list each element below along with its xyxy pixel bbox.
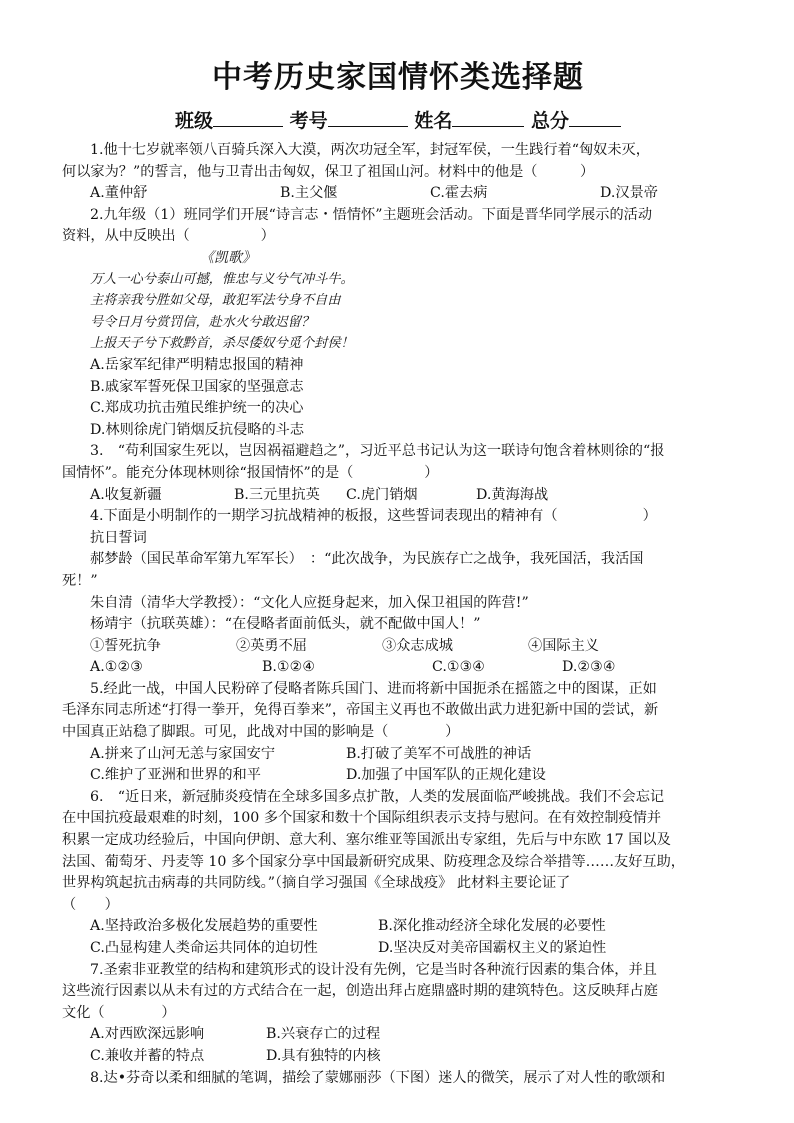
poem-line: 号令日月兮赏罚信，赴水火兮敢迟留？ bbox=[90, 314, 315, 330]
poem-line: 万人一心兮泰山可撼，惟忠与义兮气冲斗牛。 bbox=[90, 271, 354, 287]
option-row bbox=[62, 744, 734, 766]
class-blank[interactable] bbox=[213, 106, 283, 127]
question-7 bbox=[62, 960, 734, 1068]
question-text: 资料，从中反映出（ ） bbox=[62, 228, 275, 245]
student-info-line bbox=[62, 106, 734, 136]
option-d[interactable]: D.加强了中国军队的正规化建设 bbox=[346, 767, 546, 784]
option-d[interactable]: D.黄海海战 bbox=[476, 486, 549, 503]
option-row bbox=[62, 1046, 734, 1068]
poem-line: 主将亲我兮胜如父母，敢犯军法兮身不自由 bbox=[90, 293, 341, 309]
question-text: 中国真正站稳了脚跟。可见，此战对中国的影响是（ ） bbox=[62, 724, 460, 741]
option-a[interactable]: A.①②③ bbox=[90, 659, 143, 676]
option-a[interactable]: A.拼来了山河无恙与家国安宁 bbox=[90, 745, 276, 762]
option-d[interactable]: D.汉景帝 bbox=[600, 185, 658, 202]
option-b[interactable]: B.戚家军誓死保卫国家的坚强意志 bbox=[90, 378, 304, 395]
option-d[interactable]: D.②③④ bbox=[562, 659, 616, 676]
option-c[interactable]: C.兼收并蓄的特点 bbox=[90, 1047, 205, 1064]
option-b[interactable]: B.兴衰存亡的过程 bbox=[266, 1026, 381, 1043]
option-row bbox=[62, 1024, 734, 1046]
option-b[interactable]: B.①②④ bbox=[262, 659, 316, 676]
page-title: 中考历史家国情怀类选择题 bbox=[212, 60, 584, 95]
name-label: 姓名 bbox=[414, 110, 453, 132]
oath-text: 死！” bbox=[62, 572, 98, 589]
question-text: 法国、葡萄牙、丹麦等 10 多个国家分享中国最新研究成果、防疫理念及综合举措等……友好互助， bbox=[62, 853, 685, 870]
poem-line: 上报天子兮下救黔首，杀尽倭奴兮觅个封侯！ bbox=[90, 336, 354, 352]
option-c[interactable]: C.凸显构建人类命运共同体的迫切性 bbox=[90, 940, 318, 956]
question-text: 6. “近日来，新冠肺炎疫情在全球多国多点扩散，人类的发展面临严峻挑战。我们不会忘记 bbox=[90, 788, 665, 805]
item-row bbox=[62, 636, 734, 658]
question-text: 何以家为？”的誓言，他与卫青出击匈奴，保卫了祖国山河。材料中的他是（ ） bbox=[62, 163, 595, 180]
option-a[interactable]: A.董仲舒 bbox=[90, 185, 148, 202]
question-text: 文化（ ） bbox=[62, 1004, 176, 1021]
option-d[interactable]: D.林则徐虎门销烟反抗侵略的斗志 bbox=[90, 421, 305, 438]
question-text: 1.他十七岁就率领八百骑兵深入大漠，两次功冠全军，封冠军侯，一生践行着“匈奴未灭， bbox=[90, 142, 650, 158]
option-d[interactable]: D.具有独特的内核 bbox=[266, 1047, 381, 1064]
question-text: 在中国抗疫最艰难的时刻，100 多个国家和数十个国际组织表示支持与慰问。在有效控制疫情并 bbox=[62, 810, 662, 827]
question-text: 积累一定成功经验后，中国向伊朗、意大利、塞尔维亚等国派出专家组，先后与中东欧 17 国以及 bbox=[62, 832, 671, 849]
option-row bbox=[62, 916, 734, 938]
class-label: 班级 bbox=[175, 110, 214, 132]
question-8 bbox=[62, 1068, 734, 1090]
option-row bbox=[62, 657, 734, 679]
option-a[interactable]: A.岳家军纪律严明精忠报国的精神 bbox=[90, 356, 304, 373]
option-c[interactable]: C.郑成功抗击殖民维护统一的决心 bbox=[90, 400, 304, 417]
question-text: 2.九年级（1）班同学们开展“诗言志・悟情怀”主题班会活动。下面是晋华同学展示的活动 bbox=[90, 206, 653, 223]
oath-text: 郝梦龄（国民革命军第九军军长） ：“此次战争，为民族存亡之战争，我死国活，我活国 bbox=[90, 551, 644, 568]
exam-no-blank[interactable] bbox=[328, 106, 408, 127]
option-c[interactable]: C.霍去病 bbox=[430, 185, 488, 202]
option-b[interactable]: B.主父偃 bbox=[280, 185, 338, 202]
name-blank[interactable] bbox=[452, 106, 524, 127]
option-row bbox=[62, 765, 734, 787]
option-a[interactable]: A.收复新疆 bbox=[90, 486, 162, 503]
score-blank[interactable] bbox=[569, 106, 621, 127]
exam-no-label: 考号 bbox=[289, 110, 328, 132]
oath-text: 杨靖宇（抗联英雄）：“在侵略者面前低头，就不配做中国人！” bbox=[90, 616, 481, 633]
item-2: ②英勇不屈 bbox=[236, 637, 307, 654]
question-1 bbox=[62, 140, 734, 205]
item-4: ④国际主义 bbox=[528, 637, 599, 654]
question-text: 3. “苟利国家生死以，岂因祸福避趋之”，习近平总书记认为这一联诗句饱含着林则徐的“报 bbox=[90, 443, 665, 460]
question-4 bbox=[62, 506, 734, 679]
option-a[interactable]: A.对西欧深远影响 bbox=[90, 1026, 205, 1043]
option-a[interactable]: A.坚持政治多极化发展趋势的重要性 bbox=[90, 918, 318, 935]
question-text: 这些流行因素以从未有过的方式结合在一起，创造出拜占庭鼎盛时期的建筑特色。这反映拜占庭 bbox=[62, 983, 658, 1000]
answer-bracket[interactable]: （ ） bbox=[62, 896, 119, 913]
option-row bbox=[62, 938, 734, 960]
question-text: 5.经此一战，中国人民粉碎了侵略者陈兵国门、进而将新中国扼杀在摇篮之中的图谋，正如 bbox=[90, 680, 657, 697]
option-d[interactable]: D.坚决反对美帝国霸权主义的紧迫性 bbox=[378, 940, 607, 956]
option-c[interactable]: C.维护了亚洲和世界的和平 bbox=[90, 767, 261, 784]
question-3 bbox=[62, 441, 734, 506]
question-2 bbox=[62, 205, 734, 442]
question-6 bbox=[62, 787, 734, 960]
item-3: ③众志成城 bbox=[382, 637, 453, 654]
question-text: 毛泽东同志所述“打得一拳开，免得百拳来”，帝国主义再也不敢做出武力进犯新中国的尝试，新 bbox=[62, 702, 659, 719]
question-text: 4.下面是小明制作的一期学习抗战精神的板报，这些誓词表现出的精神有（ ） bbox=[90, 508, 657, 525]
option-c[interactable]: C.虎门销烟 bbox=[346, 486, 418, 503]
score-label: 总分 bbox=[530, 110, 569, 132]
question-text: 7.圣索非亚教堂的结构和建筑形式的设计没有先例，它是当时各种流行因素的集合体，并且 bbox=[90, 961, 657, 978]
option-b[interactable]: B.深化推动经济全球化发展的必要性 bbox=[378, 918, 606, 935]
question-text: 国情怀”。能充分体现林则徐“报国情怀”的是（ ） bbox=[62, 464, 439, 481]
question-text: 世界构筑起抗击病毒的共同防线。”（摘自学习强国《全球战疫》 此材料主要论证了 bbox=[62, 875, 571, 892]
option-row bbox=[62, 485, 734, 507]
option-b[interactable]: B.三元里抗英 bbox=[234, 486, 320, 503]
item-1: ①誓死抗争 bbox=[90, 637, 161, 654]
option-row bbox=[62, 183, 734, 205]
board-title: 抗日誓词 bbox=[90, 529, 147, 546]
oath-text: 朱自清（清华大学教授）：“文化人应挺身起来，加入保卫祖国的阵营!” bbox=[90, 594, 529, 611]
poem-title: 《凯歌》 bbox=[200, 249, 256, 266]
question-5 bbox=[62, 679, 734, 787]
option-b[interactable]: B.打破了美军不可战胜的神话 bbox=[346, 745, 532, 762]
question-text: 8.达•芬奇以柔和细腻的笔调，描绘了蒙娜丽莎（下图）迷人的微笑，展示了对人性的歌颂和 bbox=[90, 1069, 666, 1086]
option-c[interactable]: C.①③④ bbox=[432, 659, 486, 676]
